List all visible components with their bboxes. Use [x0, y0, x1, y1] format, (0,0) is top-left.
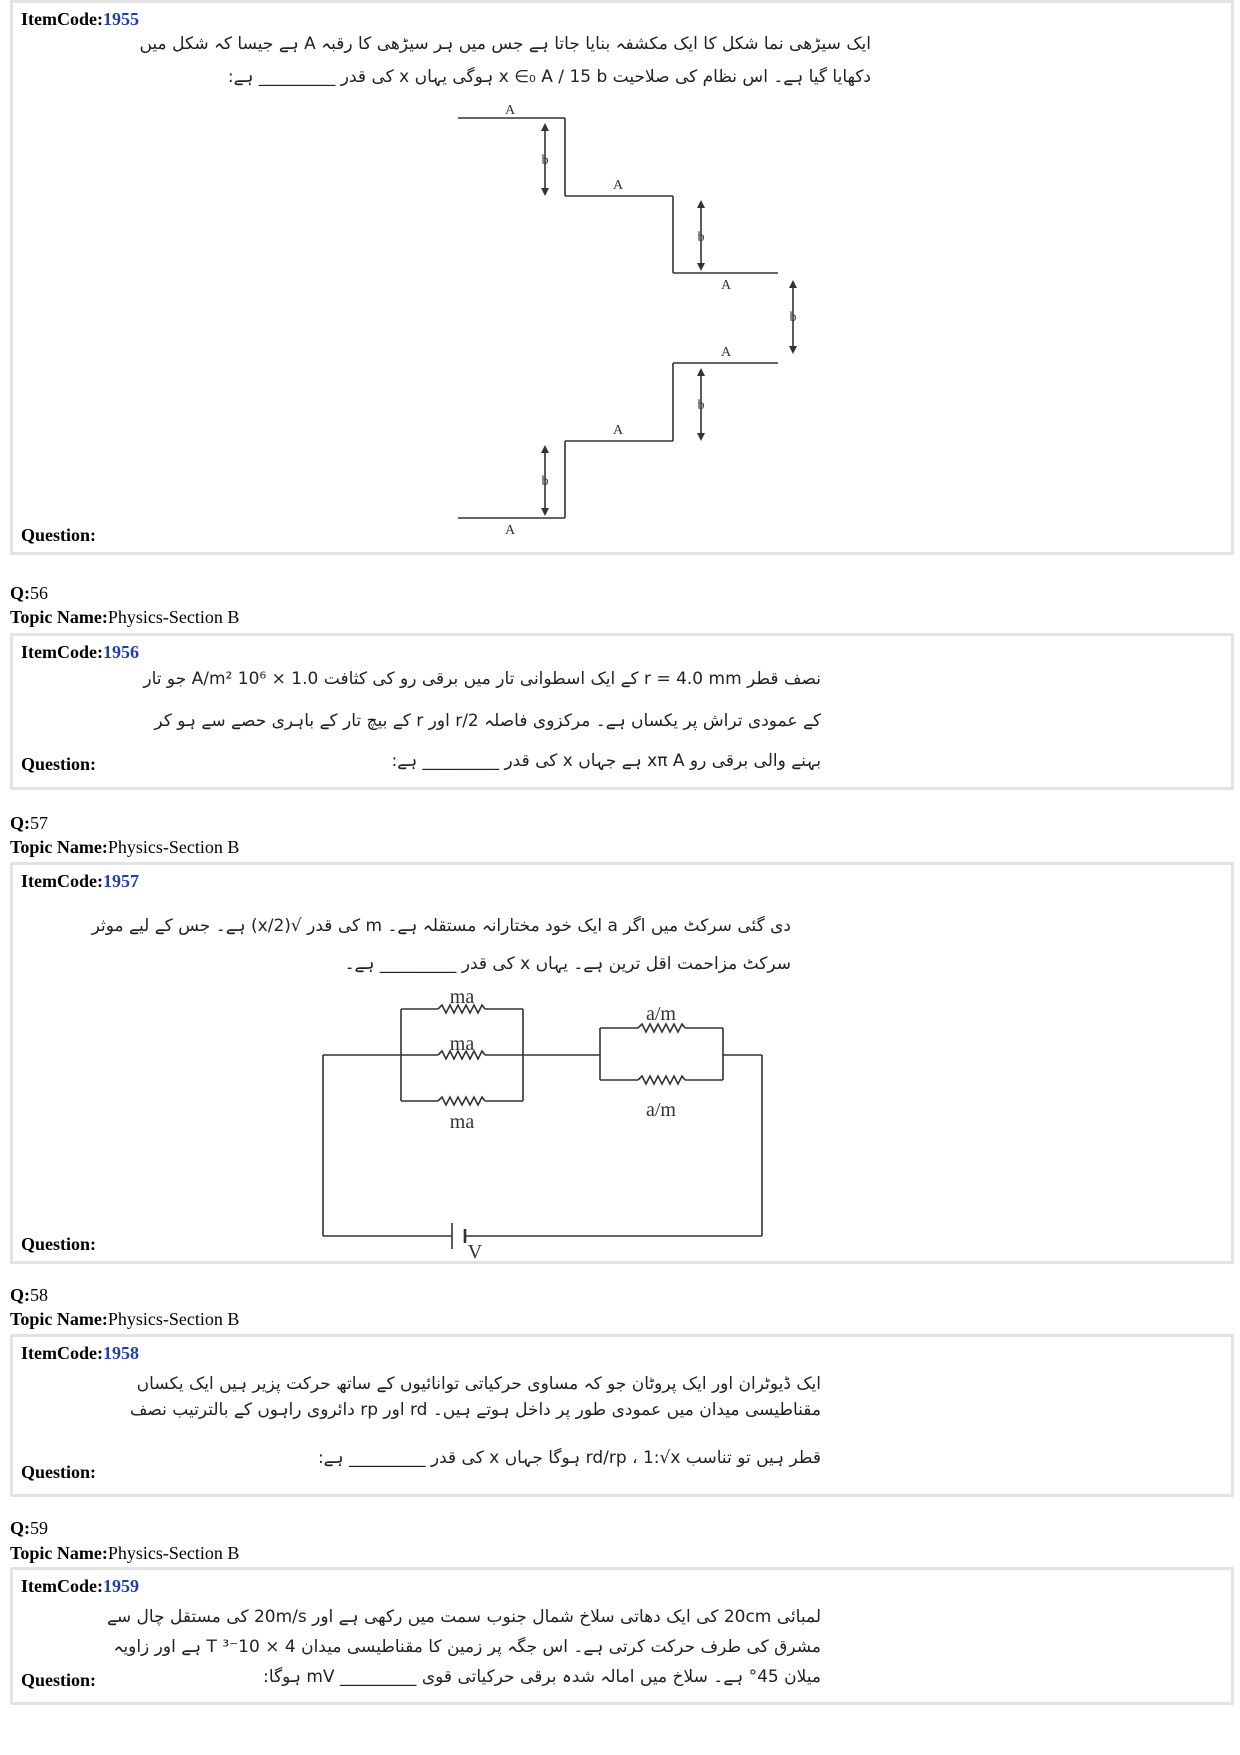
resistor-label: a/m: [646, 1099, 676, 1121]
item-code-row: ItemCode:1957: [21, 871, 139, 891]
question-text-line: کے عمودی تراش پر یکساں ہے۔ مرکزوی فاصلہ r/2 اور r کے بیچ تار کے باہری حصے سے ہو کر: [154, 711, 821, 731]
resistor-label: ma: [449, 1033, 475, 1055]
question-text-line: مشرق کی طرف حرکت کرتی ہے۔ اس جگہ پر زمین کا مقناطیسی میدان 4 × 10⁻³ T ہے اور زاویہ: [113, 1637, 821, 1657]
question-number: Q:56: [10, 583, 48, 603]
question-text-line: ایک سیڑھی نما شکل کا ایک مکشفہ بنایا جاتا ہے جس میں ہر سیڑھی کا رقبہ A ہے جیسا کہ شکل میں: [139, 34, 871, 54]
question-label: Question:: [21, 1234, 97, 1254]
question-card-1956: [10, 633, 1234, 790]
item-code: 1955: [102, 9, 139, 29]
question-text-line: نصف قطر r = 4.0 mm کے ایک اسطوانی تار میں برقی رو کی کثافت 1.0 × 10⁶ A/m² جو تار: [143, 669, 821, 689]
area-label: A: [720, 278, 732, 293]
area-label: A: [612, 423, 624, 438]
staircase-capacitor-figure: [13, 3, 1237, 558]
question-text-line: مقناطیسی میدان میں عمودی طور پر داخل ہوتے ہیں۔ rd اور rp دائروی راہوں کے بالترتیب نصف: [129, 1400, 821, 1420]
question-card-1958: [10, 1334, 1234, 1497]
question-text-line: ایک ڈیوٹران اور ایک پروٹان جو کہ مساوی حرکیاتی توانائیوں کے ساتھ حرکت پزیر ہیں ایک یکساں: [136, 1374, 821, 1394]
resistor-circuit-figure: [13, 865, 1237, 1267]
question-label: Question:: [21, 1670, 97, 1690]
question-label: Question:: [21, 1462, 97, 1482]
item-code-row: ItemCode:1955: [21, 9, 139, 29]
item-code-row: ItemCode:1956: [21, 642, 139, 662]
question-text-line: دی گئی سرکٹ میں اگر a ایک خود مختارانہ مستقلہ ہے۔ m کی قدر √(x/2) ہے۔ جس کے لیے موثر: [91, 916, 791, 936]
question-number: Q:57: [10, 813, 48, 833]
resistor-label: ma: [449, 986, 475, 1008]
question-card-1957: [10, 862, 1234, 1264]
question-card-1959: [10, 1567, 1234, 1705]
item-code: 1956: [102, 642, 139, 662]
item-code: 1959: [102, 1576, 139, 1596]
question-text-line: دکھایا گیا ہے۔ اس نظام کی صلاحیت x ∈₀ A / 15 b ہوگی یہاں x کی قدر _________ ہے:: [227, 67, 871, 87]
question-number: Q:59: [10, 1518, 48, 1538]
question-text-line: بہنے والی برقی رو xπ A ہے جہاں x کی قدر _________ ہے:: [391, 751, 821, 771]
item-code-row: ItemCode:1958: [21, 1343, 139, 1363]
topic-name: Topic Name:Physics-Section B: [10, 837, 240, 857]
question-number: Q:58: [10, 1285, 48, 1305]
question-card-1955: [10, 0, 1234, 555]
gap-label: b: [541, 474, 549, 489]
topic-name: Topic Name:Physics-Section B: [10, 1543, 240, 1563]
area-label: A: [504, 103, 516, 118]
resistor-label: ma: [449, 1111, 475, 1133]
question-text-line: میلان 45° ہے۔ سلاخ میں امالہ شدہ برقی حرکیاتی قوی _________ mV ہوگا:: [263, 1667, 821, 1687]
battery-label: V: [467, 1241, 483, 1263]
topic-name: Topic Name:Physics-Section B: [10, 607, 240, 627]
gap-label: b: [789, 310, 797, 325]
topic-name: Topic Name:Physics-Section B: [10, 1309, 240, 1329]
area-label: A: [612, 178, 624, 193]
question-text-line: لمبائی 20cm کی ایک دھاتی سلاخ شمال جنوب سمت میں رکھی ہے اور 20m/s کی مستقل چال سے: [106, 1607, 821, 1627]
question-text-line: سرکٹ مزاحمت اقل ترین ہے۔ یہاں x کی قدر _________ ہے۔: [344, 954, 791, 974]
item-code: 1958: [102, 1343, 139, 1363]
resistor-label: a/m: [646, 1003, 676, 1025]
item-code: 1957: [102, 871, 139, 891]
gap-label: b: [697, 398, 705, 413]
area-label: A: [504, 523, 516, 538]
question-text-line: قطر ہیں تو تناسب rd/rp ، 1:√x ہوگا جہاں x کی قدر _________ ہے:: [317, 1448, 821, 1468]
item-code-row: ItemCode:1959: [21, 1576, 139, 1596]
gap-label: b: [541, 153, 549, 168]
area-label: A: [720, 345, 732, 360]
question-label: Question:: [21, 754, 97, 774]
gap-label: b: [697, 230, 705, 245]
question-label: Question:: [21, 525, 97, 545]
